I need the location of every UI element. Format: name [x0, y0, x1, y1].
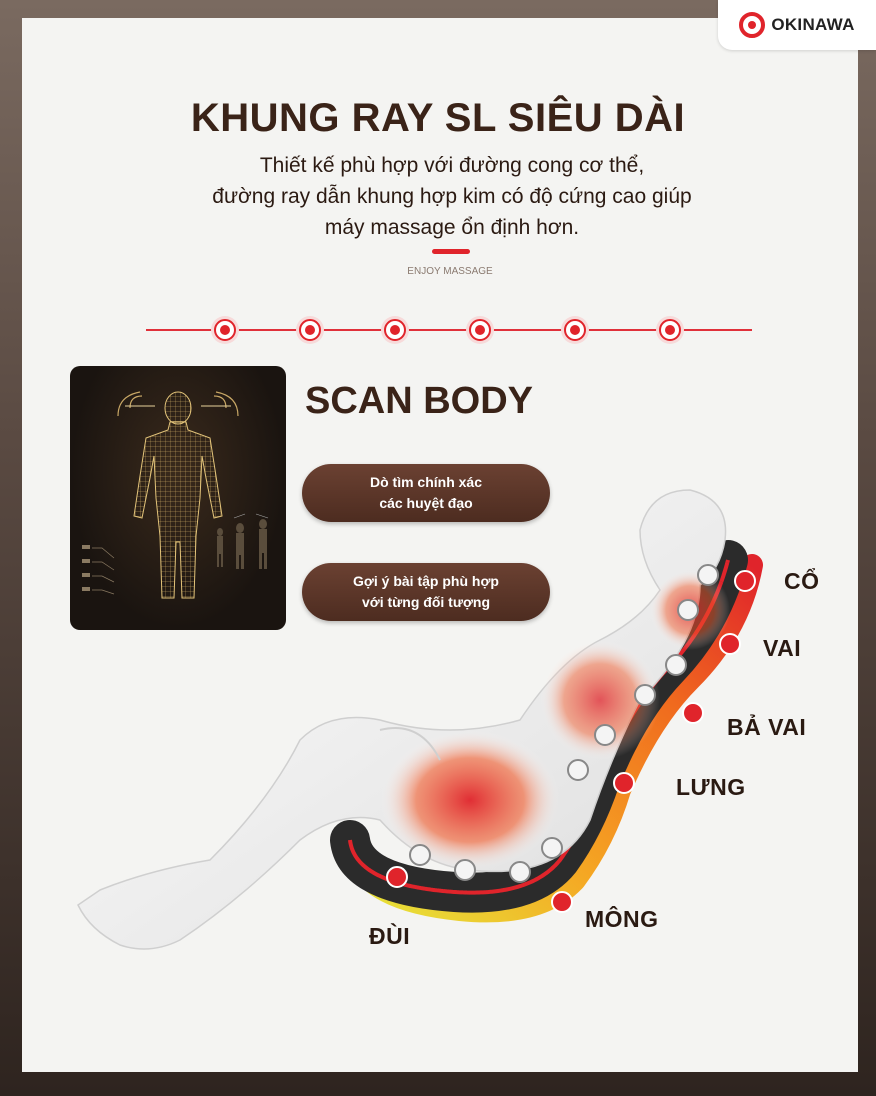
brand-name: OKINAWA — [771, 15, 855, 34]
scan-body-title: SCAN BODY — [305, 380, 534, 422]
feature-pill-line: với từng đối tượng — [361, 594, 491, 610]
subtitle-line: Thiết kế phù hợp với đường cong cơ thể, — [259, 154, 645, 177]
label-shoulder-blade: BẢ VAI — [727, 714, 807, 740]
label-neck: CỔ — [784, 568, 820, 594]
page-title: KHUNG RAY SL SIÊU DÀI — [190, 96, 686, 140]
okinawa-logo-icon — [739, 12, 765, 38]
feature-pill-line: Dò tìm chính xác — [369, 474, 483, 490]
label-buttocks: MÔNG — [585, 906, 659, 932]
feature-pill-line: các huyệt đạo — [379, 495, 473, 511]
label-thigh: ĐÙI — [369, 923, 411, 949]
label-back: LƯNG — [676, 774, 746, 800]
tagline: ENJOY MASSAGE — [407, 266, 493, 277]
brand-logo[interactable] — [718, 0, 876, 50]
subtitle-line: đường ray dẫn khung hợp kim có độ cứng cao giúp — [212, 185, 692, 208]
label-shoulder: VAI — [763, 635, 802, 661]
feature-pill-line: Gợi ý bài tập phù hợp — [353, 573, 499, 589]
subtitle-line: máy massage ổn định hơn. — [324, 216, 580, 239]
